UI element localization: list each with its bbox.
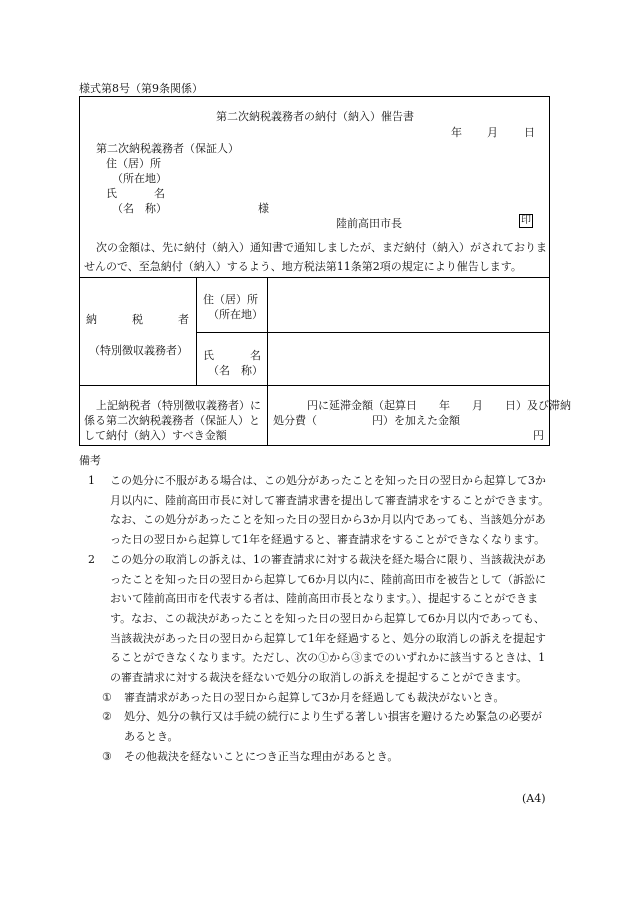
- date-year: 年: [451, 126, 462, 139]
- amount-line-1: 円に延滞金額（起算日 年 月 日）及び滞納: [307, 399, 571, 412]
- rule-taxpayer-right: [196, 277, 197, 385]
- note-number: 1: [88, 474, 95, 487]
- document-title: 第二次納税義務者の納付（納入）催告書: [216, 110, 414, 123]
- taxpayer-label-c: 者: [178, 313, 189, 326]
- amount-label-1: 上記納税者（特別徴収義務者）に: [96, 399, 261, 412]
- note-subitem: [84, 688, 550, 708]
- table-address-label: 住（居）所: [203, 293, 258, 306]
- note-subitem-number: ②: [102, 710, 112, 724]
- rule-address-name: [196, 332, 550, 333]
- recipient-name-label-b: 名: [154, 187, 165, 200]
- taxpayer-label-b: 税: [132, 313, 143, 326]
- date-day: 日: [524, 126, 535, 139]
- note-subitem-text: 処分、処分の執行又は手続の続行により生ずる著しい損害を避けるため緊急の必要があるとき。: [124, 710, 542, 744]
- note-subitem-number: ③: [102, 749, 112, 763]
- intro-line-2: せんので、至急納付（納入）するよう、地方税法第11条第2項の規定により催告します。: [84, 260, 522, 273]
- recipient-honorific: 様: [258, 202, 269, 215]
- note-subitem: [84, 707, 550, 746]
- note-subitem-text: 審査請求があった日の翌日から起算して3か月を経過しても裁決がないとき。: [124, 690, 505, 704]
- note-subitem: [84, 747, 550, 767]
- amount-label-2: 係る第二次納税義務者（保証人）と: [84, 414, 260, 427]
- note-text: この処分の取消しの訴えは、1の審査請求に対する裁決を経た場合に限り、当該裁決があったことを知った日の翌日から起算して6か月以内に、陸前高田市を被告として（訴訟において陸前高田市を代表する者は、陸前高田市長となります。）、提起することができます。なお、この裁決があったことを知った日の翌日から起算して6か月以内であっても、当該裁決があった日の翌日から起算して1年を経過すると、処分の取消しの訴えを提起することができなくなります。ただし、次の①から③までのいずれかに該当するときは、1の審査請求に対する裁決を経ないで処分の取消しの訴えを提起することができます。: [110, 552, 546, 685]
- taxpayer-label-a: 納: [86, 313, 97, 326]
- recipient-address-label: 住（居）所: [106, 157, 161, 170]
- table-name-sub: （名 称）: [208, 364, 263, 377]
- paper-size-label: (A4): [522, 792, 546, 805]
- taxpayer-sub-label: （特別徴収義務者）: [89, 344, 188, 357]
- amount-label-3: して納付（納入）すべき金額: [84, 429, 227, 442]
- amount-yen: 円: [533, 429, 544, 442]
- rule-value-left: [267, 277, 268, 446]
- note-number: 2: [88, 552, 95, 566]
- amount-line-2: 処分費（ 円）を加えた金額: [273, 414, 460, 427]
- table-name-label-b: 名: [250, 349, 261, 362]
- rule-amount-top: [79, 385, 550, 386]
- note-text: この処分に不服がある場合は、この処分があったことを知った日の翌日から起算して3か月以内に、陸前高田市長に対して審査請求書を提出して審査請求をすることができます。なお、この処分があったことを知った日の翌日から3か月以内であっても、当該処分があった日の翌日から起算して1年を経過すると、審査請求をすることができなくなります。: [110, 474, 550, 547]
- note-item: [84, 550, 550, 688]
- note-subitem-number: ①: [102, 690, 112, 704]
- recipient-address-sub: （所在地）: [112, 172, 167, 185]
- note-item: [84, 471, 550, 550]
- intro-line-1: 次の金額は、先に納付（納入）通知書で通知しましたが、まだ納付（納入）がされておりま: [96, 241, 547, 254]
- notes-heading: 備考: [79, 454, 101, 467]
- date-month: 月: [487, 126, 498, 139]
- notes-list: [84, 471, 550, 767]
- recipient-heading: 第二次納税義務者（保証人）: [96, 142, 239, 155]
- note-subitem-text: その他裁決を経ないことにつき正当な理由があるとき。: [124, 749, 399, 763]
- issuer-name: 陸前高田市長: [336, 217, 402, 230]
- recipient-name-label-a: 氏: [106, 187, 117, 200]
- table-name-label-a: 氏: [203, 349, 214, 362]
- table-address-sub: （所在地）: [208, 308, 263, 321]
- rule-intro-bottom: [79, 277, 550, 278]
- seal-mark: 印: [521, 215, 531, 226]
- form-number-label: 様式第8号（第9条関係）: [79, 82, 203, 95]
- recipient-name-sub: （名 称）: [112, 202, 167, 215]
